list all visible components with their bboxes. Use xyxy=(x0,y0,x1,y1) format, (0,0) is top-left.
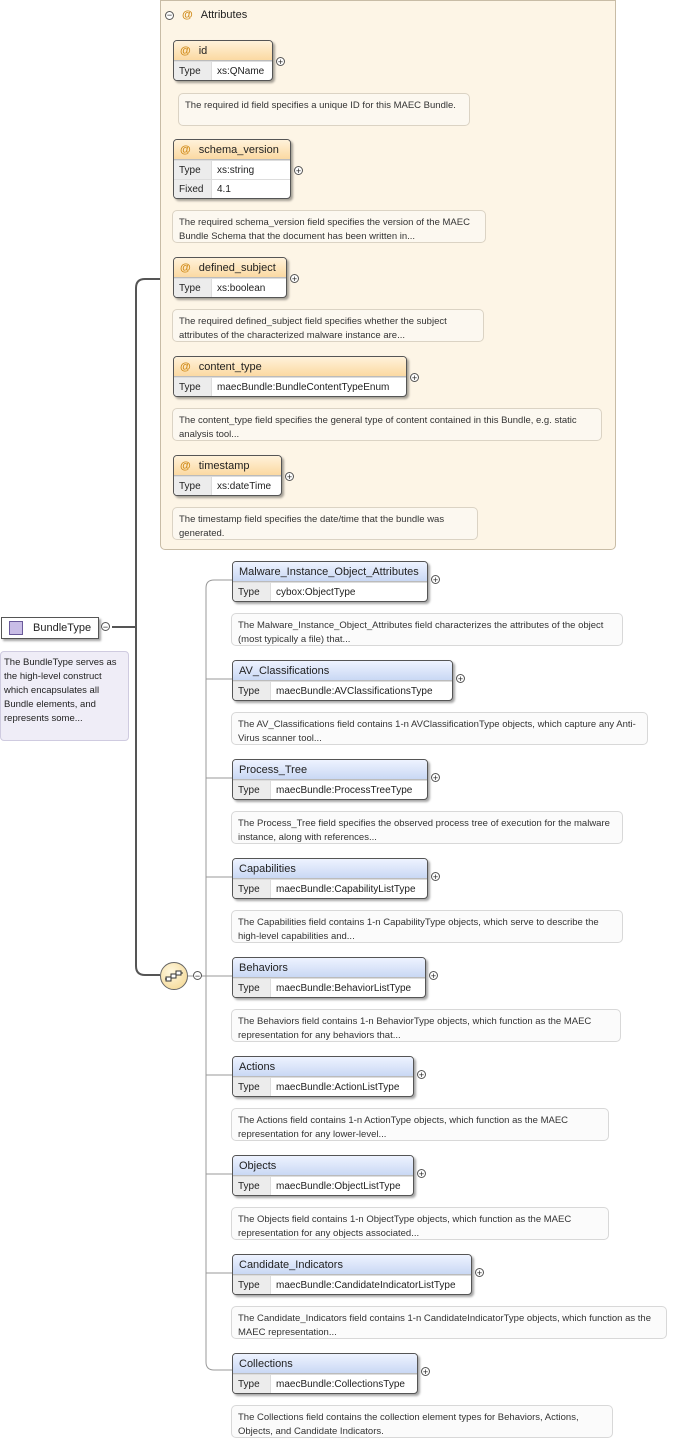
element-box-objects[interactable] xyxy=(232,1155,414,1196)
element-box-process-tree[interactable] xyxy=(232,759,428,800)
expand-element-icon[interactable] xyxy=(417,1169,426,1178)
attribute-description: The required defined_subject field specifies whether the subject attributes of the characterized malware instance are... xyxy=(172,309,484,342)
element-box-av-classifications[interactable] xyxy=(232,660,453,701)
element-description: The Process_Tree field specifies the observed process tree of execution for the malware instance, along with references... xyxy=(231,811,623,844)
attribute-name: content_type xyxy=(198,360,262,373)
element-box-collections[interactable] xyxy=(232,1353,418,1394)
element-type-value: maecBundle:BehaviorListType xyxy=(276,982,412,994)
element-name: Collections xyxy=(239,1357,293,1370)
attribute-description: The required schema_version field specifies the version of the MAEC Bundle Schema that the document has been written in... xyxy=(172,210,486,243)
attribute-row-value: xs:string xyxy=(217,164,255,176)
collapse-attributes-icon[interactable] xyxy=(165,11,174,20)
attribute-row-key: Type xyxy=(174,477,212,495)
element-box-behaviors[interactable] xyxy=(232,957,426,998)
element-type-value: cybox:ObjectType xyxy=(276,586,356,598)
expand-element-icon[interactable] xyxy=(456,674,465,683)
element-type-value: maecBundle:CapabilityListType xyxy=(276,883,416,895)
collapse-root-icon[interactable] xyxy=(101,622,110,631)
attributes-group-label: Attributes xyxy=(200,9,248,21)
element-description: The Actions field contains 1-n ActionType objects, which function as the MAEC representation for any lower-level... xyxy=(231,1108,609,1141)
element-description: The Capabilities field contains 1-n CapabilityType objects, which serve to describe the high-level capabilities and... xyxy=(231,910,623,943)
attribute-name: defined_subject xyxy=(198,261,276,274)
element-type-key: Type xyxy=(233,781,271,799)
element-box-malware-instance-object-attributes[interactable] xyxy=(232,561,428,602)
element-name: Process_Tree xyxy=(239,763,308,776)
element-type-value: maecBundle:CandidateIndicatorListType xyxy=(276,1279,456,1291)
expand-attribute-icon[interactable] xyxy=(410,373,419,382)
expand-element-icon[interactable] xyxy=(421,1367,430,1376)
expand-element-icon[interactable] xyxy=(431,773,440,782)
attribute-box-3[interactable] xyxy=(173,356,407,397)
element-type-value: maecBundle:ObjectListType xyxy=(276,1180,401,1192)
expand-element-icon[interactable] xyxy=(429,971,438,980)
expand-element-icon[interactable] xyxy=(417,1070,426,1079)
element-type-key: Type xyxy=(233,1276,271,1294)
attribute-box-1[interactable] xyxy=(173,139,291,199)
sequence-compositor-icon[interactable] xyxy=(160,962,188,990)
expand-element-icon[interactable] xyxy=(431,575,440,584)
attribute-row-key: Type xyxy=(174,62,212,80)
element-type-value: maecBundle:AVClassificationsType xyxy=(276,685,433,697)
complex-type-icon xyxy=(9,621,23,635)
element-description: The Collections field contains the collection element types for Behaviors, Actions, Objects, and Candidate Indicators. xyxy=(231,1405,613,1438)
attribute-row-value: xs:boolean xyxy=(217,282,266,294)
attribute-row-value: xs:QName xyxy=(217,65,265,77)
expand-element-icon[interactable] xyxy=(475,1268,484,1277)
expand-attribute-icon[interactable] xyxy=(285,472,294,481)
element-description: The Objects field contains 1-n ObjectType objects, which function as the MAEC representation for any objects associated... xyxy=(231,1207,609,1240)
element-type-value: maecBundle:CollectionsType xyxy=(276,1378,405,1390)
element-type-value: maecBundle:ActionListType xyxy=(276,1081,400,1093)
attribute-box-4[interactable] xyxy=(173,455,282,496)
element-type-key: Type xyxy=(233,1078,271,1096)
element-name: Malware_Instance_Object_Attributes xyxy=(239,565,419,578)
attribute-row-value: xs:dateTime xyxy=(217,480,272,492)
at-icon: @ xyxy=(180,360,191,373)
element-description: The AV_Classifications field contains 1-n AVClassificationType objects, which capture any Anti-Virus scanner tool... xyxy=(231,712,648,745)
at-icon: @ xyxy=(180,143,191,156)
element-name: Candidate_Indicators xyxy=(239,1258,343,1271)
attribute-name: schema_version xyxy=(198,143,279,156)
attribute-box-2[interactable] xyxy=(173,257,287,298)
element-name: Capabilities xyxy=(239,862,296,875)
expand-attribute-icon[interactable] xyxy=(294,166,303,175)
element-box-capabilities[interactable] xyxy=(232,858,428,899)
root-type-name: BundleType xyxy=(33,622,92,634)
attribute-description: The timestamp field specifies the date/time that the bundle was generated. xyxy=(172,507,478,540)
element-box-candidate-indicators[interactable] xyxy=(232,1254,472,1295)
element-description: The Malware_Instance_Object_Attributes field characterizes the attributes of the object (most typically a file) that... xyxy=(231,613,623,646)
at-icon: @ xyxy=(180,44,191,57)
element-description: The Behaviors field contains 1-n BehaviorType objects, which function as the MAEC representation for any behaviors that... xyxy=(231,1009,621,1042)
at-icon: @ xyxy=(180,459,191,472)
attribute-row-value: 4.1 xyxy=(217,183,231,195)
element-type-key: Type xyxy=(233,1375,271,1393)
element-type-key: Type xyxy=(233,583,271,601)
attribute-box-0[interactable] xyxy=(173,40,273,81)
element-box-actions[interactable] xyxy=(232,1056,414,1097)
at-icon: @ xyxy=(182,9,193,21)
attribute-description: The content_type field specifies the general type of content contained in this Bundle, e.g. static analysis tool... xyxy=(172,408,602,441)
expand-element-icon[interactable] xyxy=(431,872,440,881)
element-type-key: Type xyxy=(233,880,271,898)
element-type-key: Type xyxy=(233,682,271,700)
element-name: AV_Classifications xyxy=(239,664,330,677)
attribute-row-key: Type xyxy=(174,279,212,297)
attribute-row-value: maecBundle:BundleContentTypeEnum xyxy=(217,381,390,393)
at-icon: @ xyxy=(180,261,191,274)
sequence-glyph xyxy=(165,969,183,983)
element-type-key: Type xyxy=(233,1177,271,1195)
expand-attribute-icon[interactable] xyxy=(276,57,285,66)
attribute-name: timestamp xyxy=(198,459,250,472)
element-description: The Candidate_Indicators field contains 1-n CandidateIndicatorType objects, which function as the MAEC representation... xyxy=(231,1306,667,1339)
element-name: Behaviors xyxy=(239,961,288,974)
attribute-row-key: Type xyxy=(174,378,212,396)
element-type-key: Type xyxy=(233,979,271,997)
element-type-value: maecBundle:ProcessTreeType xyxy=(276,784,413,796)
attribute-description: The required id field specifies a unique ID for this MAEC Bundle. xyxy=(178,93,470,126)
root-type-box[interactable] xyxy=(1,617,99,639)
root-description: The BundleType serves as the high-level construct which encapsulates all Bundle elements, and represents some... xyxy=(0,651,129,741)
attribute-name: id xyxy=(198,44,208,57)
attribute-row-key: Fixed xyxy=(174,180,212,198)
expand-attribute-icon[interactable] xyxy=(290,274,299,283)
collapse-sequence-icon[interactable] xyxy=(193,971,202,980)
element-name: Objects xyxy=(239,1159,277,1172)
element-name: Actions xyxy=(239,1060,276,1073)
attribute-row-key: Type xyxy=(174,161,212,179)
